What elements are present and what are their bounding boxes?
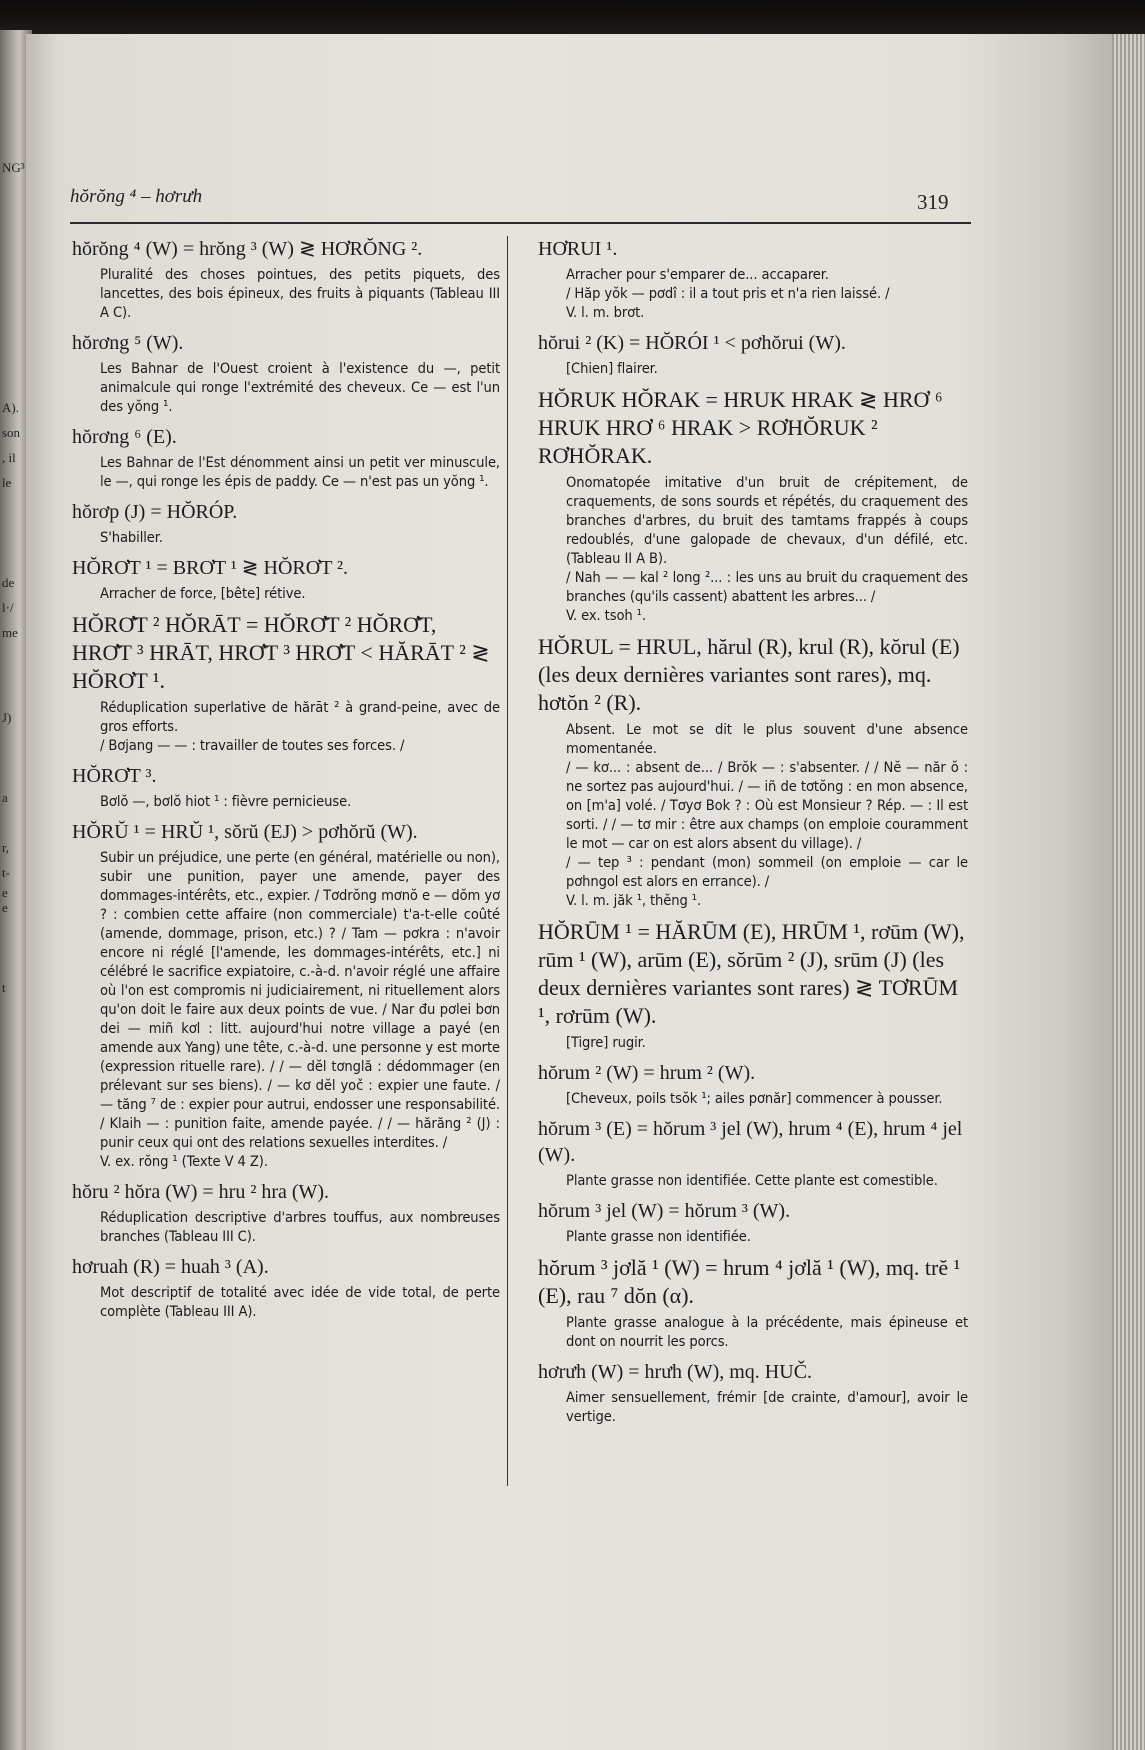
dictionary-entry bbox=[72, 424, 500, 491]
entry-definition: Pluralité des choses pointues, des petits piquets, des lancettes, des bois épineux, des fruits à piquants (Tableau III A C). bbox=[100, 266, 500, 321]
prev-page-fragment: , il bbox=[2, 450, 16, 465]
entry-headword: hŏrum ³ jel (W) = hŏrum ³ (W). bbox=[538, 1200, 791, 1222]
entry-headword: HŎRƠT ³. bbox=[72, 765, 157, 787]
entry-headword: HŎRŬ ¹ = HRŬ ¹, sŏrŭ (EJ) > pơhŏrŭ (W). bbox=[72, 821, 418, 843]
header-rule bbox=[70, 222, 971, 224]
entry-definition: Onomatopée imitative d'un bruit de crépitement, de craquements, de sons sourds et répétés, du craquement des branches d'arbres, du bruit des tamtams frappés à coups redoublés, d'une galopade de chevaux, d'un défilé, etc. (Tableau II A B). bbox=[566, 474, 968, 567]
entry-definition: S'habiller. bbox=[100, 529, 163, 546]
entry-headword: HƠRUI ¹. bbox=[538, 238, 618, 260]
dictionary-entry bbox=[72, 763, 500, 811]
dictionary-entry bbox=[72, 236, 500, 322]
entry-headword: hŏru ² hŏra (W) = hru ² hra (W). bbox=[72, 1181, 330, 1203]
prev-page-fragment: J) bbox=[2, 710, 12, 725]
entry-definition: Bơlŏ —, bơlŏ hiot ¹ : fièvre pernicieuse. bbox=[100, 793, 352, 810]
entry-headword: hơruah (R) = huah ³ (A). bbox=[72, 1256, 269, 1278]
dictionary-entry bbox=[538, 1198, 968, 1246]
entry-headword: hŏrŏng ⁴ (W) = hrŏng ³ (W) ≷ HƠRŎNG ². bbox=[72, 238, 423, 260]
entry-headword: hŏrơng ⁵ (W). bbox=[72, 332, 184, 354]
entry-headword: HŎRƠ̄T ² HŎRĀT = HŎRƠ̄T ² HŎRƠ̄T, HRƠ̄T ³ HRĀT, HRƠ̄T ³ HRƠ̄T < HĂRĀT ² ≷ HŎRƠT ¹. bbox=[72, 612, 490, 693]
entry-definition: V. l. m. brơt. bbox=[566, 304, 645, 321]
prev-page-fragment: l·/ bbox=[2, 600, 14, 615]
entry-definition: / Nah — — kal ² long ²... : les uns au bruit du craquement des branches (qu'ils cassent) abattent les arbres... / bbox=[566, 569, 968, 605]
page-number: 319 bbox=[917, 190, 949, 214]
entry-definition: Absent. Le mot se dit le plus souvent d'une absence momentanée. bbox=[566, 721, 968, 757]
entry-definition: / Bơjang — — : travailler de toutes ses forces. / bbox=[100, 737, 405, 754]
prev-page-fragment: son bbox=[2, 425, 21, 440]
entry-headword: HŎRŪM ¹ = HĂRŪM (E), HRŪM ¹, rơūm (W), rūm ¹ (W), arūm (E), sŏrūm ² (J), srūm (J) (les deux dernières variantes sont rares) ≷ TƠRŪM ¹, rơrūm (W). bbox=[538, 919, 965, 1028]
dictionary-entry bbox=[538, 236, 968, 322]
dictionary-entry bbox=[538, 1060, 968, 1108]
prev-page-fragment: NG³ bbox=[2, 160, 25, 175]
entry-definition: [Tigre] rugir. bbox=[566, 1034, 646, 1051]
dictionary-entry bbox=[72, 819, 500, 1171]
entry-headword: hŏrơp (J) = HŎRÓP. bbox=[72, 501, 238, 523]
page-stack-edge bbox=[1112, 34, 1145, 1750]
dictionary-entry bbox=[538, 633, 968, 910]
entry-definition: Aimer sensuellement, frémir [de crainte, d'amour], avoir le vertige. bbox=[566, 1389, 968, 1425]
entry-definition: / — kơ... : absent de... / Brŏk — : s'absenter. / / Nĕ — năr ŏ : ne sortez pas aujourd'hui. / — iñ de tơtŏng : en mon absence, on [m'a] volé. / Tơyơ Bok ? : Où est Monsieur ? Rép. — : Il est sorti. / / — tơ mir : être aux champs (on emploie couramment le mot — car on est alors absent du village). / bbox=[566, 759, 968, 852]
running-head: hŏrŏng ⁴ – hơrưh bbox=[70, 186, 203, 207]
entry-headword: hŏrum ² (W) = hrum ² (W). bbox=[538, 1062, 756, 1084]
dictionary-entry bbox=[72, 1254, 500, 1321]
column-separator bbox=[507, 236, 508, 1486]
entry-definition: Les Bahnar de l'Ouest croient à l'existence du —, petit animalcule qui ronge l'extrémité des cheveux. Ce — est l'un des yŏng ¹. bbox=[100, 360, 500, 415]
entry-definition: Plante grasse analogue à la précédente, mais épineuse et dont on nourrit les porcs. bbox=[566, 1314, 968, 1350]
entry-definition: / Hăp yŏk — pơdî : il a tout pris et n'a rien laissé. / bbox=[566, 285, 890, 302]
prev-page-fragment: le bbox=[2, 475, 12, 490]
entry-headword: hŏrum ³ (E) = hŏrum ³ jel (W), hrum ⁴ (E), hrum ⁴ jel (W). bbox=[538, 1118, 963, 1166]
prev-page-fragment: a bbox=[2, 790, 8, 805]
dictionary-entry bbox=[72, 555, 500, 603]
entry-definition: V. ex. tsoh ¹. bbox=[566, 607, 646, 624]
entry-definition: V. l. m. jăk ¹, thĕng ¹. bbox=[566, 892, 702, 909]
entry-definition: Mot descriptif de totalité avec idée de vide total, de perte complète (Tableau III A). bbox=[100, 1284, 500, 1320]
dictionary-entry bbox=[72, 1179, 500, 1246]
entry-headword: hŏrum ³ jơlă ¹ (W) = hrum ⁴ jơlă ¹ (W), mq. trĕ ¹ (E), rau ⁷ dŏn (α). bbox=[538, 1255, 961, 1308]
dictionary-entry bbox=[538, 1254, 968, 1351]
entry-definition: / — tep ³ : pendant (mon) sommeil (on emploie — car le pơhngol est alors en errance). / bbox=[566, 854, 968, 890]
entry-definition: Réduplication superlative de hărāt ² à grand-peine, avec de gros efforts. bbox=[100, 699, 500, 735]
dictionary-entry bbox=[538, 386, 968, 625]
prev-page-fragment: e bbox=[2, 885, 8, 900]
entry-headword: hŏrơng ⁶ (E). bbox=[72, 426, 177, 448]
prev-page-fragment: r, bbox=[2, 840, 10, 855]
entry-definition: Les Bahnar de l'Est dénomment ainsi un petit ver minuscule, le —, qui ronge les épis de paddy. Ce — n'est pas un yŏng ¹. bbox=[100, 454, 500, 490]
prev-page-fragment: t bbox=[2, 980, 6, 995]
page-header bbox=[70, 180, 970, 220]
prev-page-fragment: e bbox=[2, 900, 8, 915]
prev-page-fragment: A). bbox=[2, 400, 19, 415]
entry-headword: HŎRUK HŎRAK = HRUK HRAK ≷ HRƠ ⁶ HRUK HRƠ ⁶ HRAK > RƠHŎRUK ² RƠHŎRAK. bbox=[538, 387, 943, 468]
dictionary-entry bbox=[538, 1116, 968, 1190]
dictionary-entry bbox=[538, 1359, 968, 1426]
dictionary-entry bbox=[72, 330, 500, 416]
entry-headword: hơrưh (W) = hrưh (W), mq. HUČ. bbox=[538, 1361, 813, 1383]
dictionary-entry bbox=[538, 918, 968, 1052]
entry-definition: Subir un préjudice, une perte (en général, matérielle ou non), subir une punition, payer une amende, payer des dommages-intérêts, etc., expier. / Tơdrŏng mơnŏ e — dŏm yơ ? : combien cette affaire (non commerciale) t'a-t-elle coûté (amende, dommage, prison, etc.) ? / Tam — pơkra : n'avoir encore ni réglé [l'amende, les dommages-intérêts, etc.] ni célébré le sacrifice expiatoire, c.-à-d. n'avoir réglé une affaire où l'on est compromis ni judiciairement, ni rituellement alors qu'on doit le faire aux deux points de vue. / Nar đu pơlei bơn dei — miñ kơl : litt. aujourd'hui notre village a payé (en amende aux Yang) une tête, c.-à-d. une personne y est morte (expression rituelle rare). / / — dĕl tơnglă : dédommager (en prélevant sur ses biens). / — kơ dĕl yoč : expier une faute. / — tăng ⁷ de : expier pour autrui, endosser une responsabilité. / Klaih — : punition faite, amende payée. / / — hărăng ² (J) : punir ceux qui ont des relations sexuelles interdites. / bbox=[100, 849, 500, 1151]
left-column bbox=[72, 236, 500, 1329]
right-column bbox=[538, 236, 968, 1434]
entry-definition: [Cheveux, poils tsŏk ¹; ailes pơnăr] commencer à pousser. bbox=[566, 1090, 943, 1107]
entry-definition: Arracher pour s'emparer de... accaparer. bbox=[566, 266, 829, 283]
dictionary-entry bbox=[538, 330, 968, 378]
entry-definition: Plante grasse non identifiée. Cette plante est comestible. bbox=[566, 1172, 938, 1189]
entry-definition: Plante grasse non identifiée. bbox=[566, 1228, 751, 1245]
dictionary-entry bbox=[72, 499, 500, 547]
entry-headword: HŎRUL = HRUL, hărul (R), krul (R), kŏrul (E) (les deux dernières variantes sont rares), mq. hơtŏn ² (R). bbox=[538, 634, 960, 715]
entry-definition: Réduplication descriptive d'arbres touffus, aux nombreuses branches (Tableau III C). bbox=[100, 1209, 500, 1245]
prev-page-fragment: me bbox=[2, 625, 18, 640]
entry-headword: HŎRƠT ¹ = BRƠT ¹ ≷ HŎRƠT ². bbox=[72, 557, 349, 579]
entry-headword: hŏrui ² (K) = HŎRÓI ¹ < pơhŏrui (W). bbox=[538, 332, 846, 354]
dictionary-entry bbox=[72, 611, 500, 755]
entry-definition: Arracher de force, [bête] rétive. bbox=[100, 585, 306, 602]
prev-page-fragment: de bbox=[2, 575, 15, 590]
prev-page-fragment: t- bbox=[2, 865, 10, 880]
entry-definition: [Chien] flairer. bbox=[566, 360, 658, 377]
entry-definition: V. ex. rŏng ¹ (Texte V 4 Z). bbox=[100, 1153, 268, 1170]
